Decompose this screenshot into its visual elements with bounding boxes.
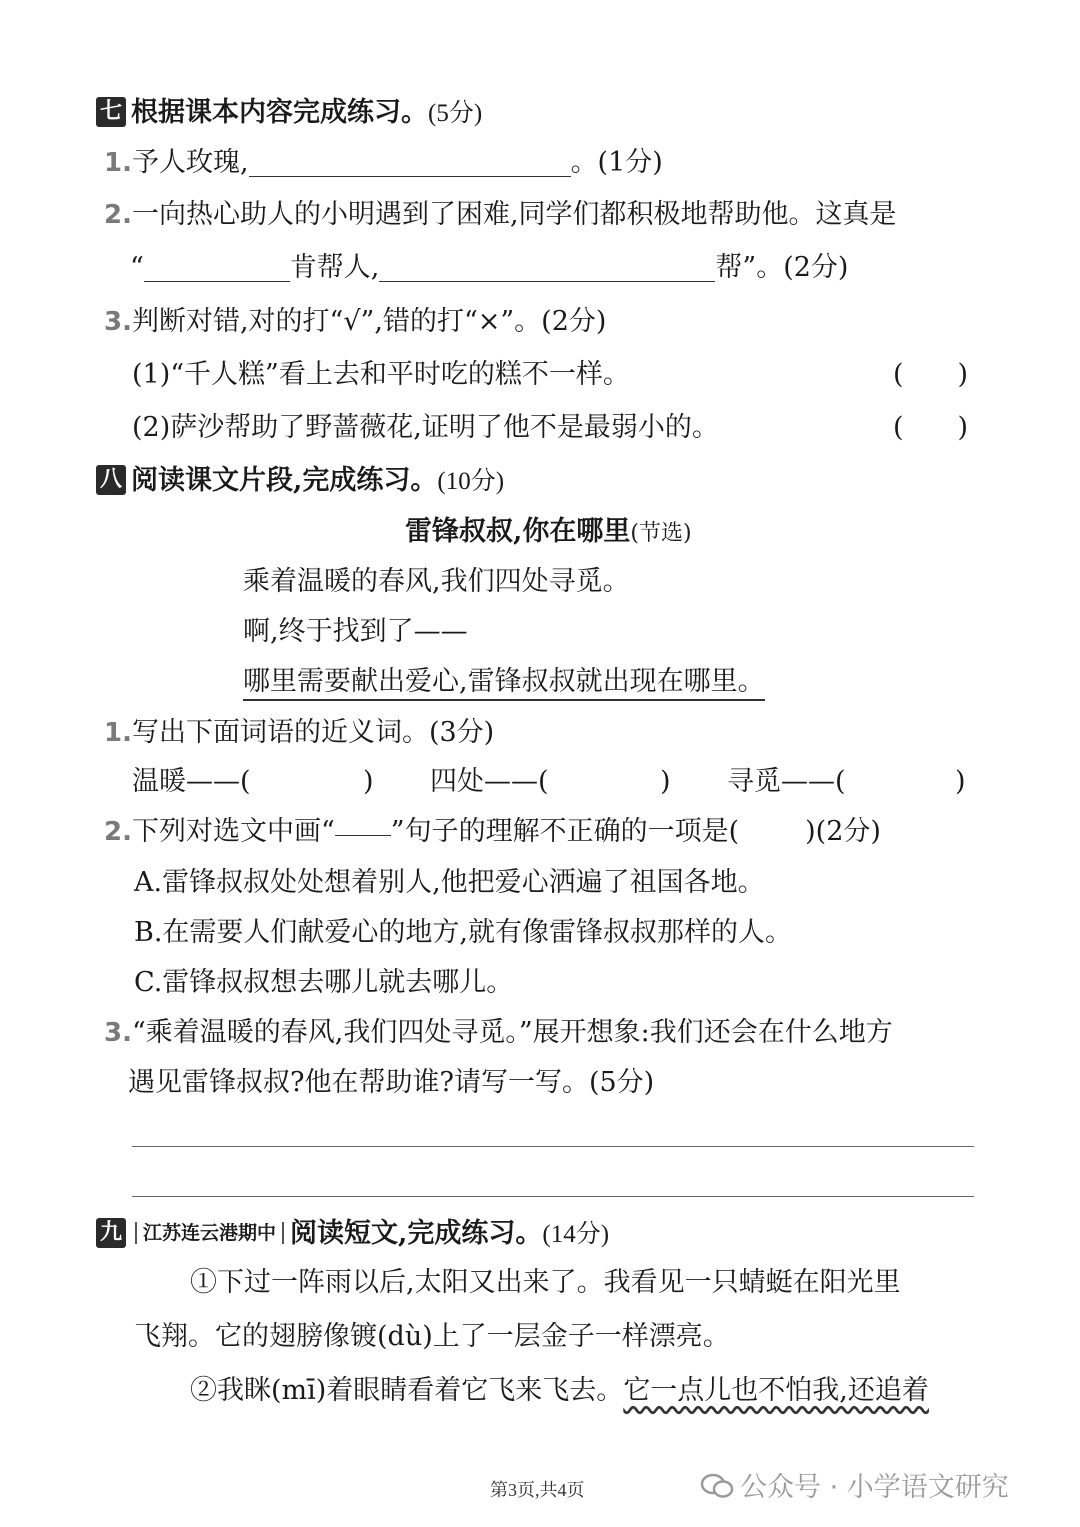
section-title: 阅读课文片段,完成练习。	[131, 465, 438, 496]
question-text-line2: 遇见雷锋叔叔?他在帮助谁?请写一写。(5分)	[128, 1067, 655, 1098]
question-7-2-line2	[130, 251, 848, 285]
question-8-1	[104, 716, 494, 750]
article-text: ②我眯(mī)着眼睛看着它飞来飞去。	[190, 1375, 624, 1406]
question-7-1	[104, 146, 663, 180]
question-number: 3.	[104, 1018, 132, 1048]
judge-answer-paren-2[interactable]: ( )	[893, 412, 969, 443]
question-tail: 。(1分)	[570, 147, 663, 178]
question-text: 下列对选文中画“	[131, 816, 335, 847]
question-8-2	[104, 815, 881, 849]
question-text: “乘着温暖的春风,我们四处寻觅。”展开想象:我们还会在什么地方	[131, 1017, 893, 1048]
synonym-word-1: 温暖——(	[132, 766, 251, 797]
option-c[interactable]: C.雷锋叔叔想去哪儿就去哪儿。	[134, 967, 514, 998]
option-b[interactable]: B.在需要人们献爱心的地方,就有像雷锋叔叔那样的人。	[134, 917, 793, 948]
wechat-icon	[700, 1472, 734, 1500]
synonym-close-1: )	[363, 766, 374, 797]
question-number: 1.	[104, 718, 132, 748]
article-p1-line2: 飞翔。它的翅膀像镀(dù)上了一层金子一样漂亮。	[134, 1321, 730, 1352]
section-9-heading	[96, 1216, 609, 1252]
source-tag: 江苏连云港期中	[135, 1222, 284, 1244]
answer-blank[interactable]	[249, 148, 571, 177]
section-8-heading	[96, 464, 504, 499]
passage-title-text: 雷锋叔叔,你在哪里	[405, 516, 631, 547]
question-number: 3.	[104, 307, 132, 337]
section-title: 阅读短文,完成练习。	[290, 1218, 543, 1249]
section-number: 九	[96, 1218, 126, 1248]
question-text: 一向热心助人的小明遇到了困难,同学们都积极地帮助他。这真是	[131, 199, 897, 230]
synonym-word-2: 四处——(	[430, 766, 549, 797]
question-text: 写出下面词语的近义词。(3分)	[131, 717, 495, 748]
section-title: 根据课本内容完成练习。	[131, 97, 428, 128]
section-number: 八	[96, 465, 126, 495]
underline-sample	[335, 817, 391, 836]
passage-line-2: 啊,终于找到了——	[243, 616, 468, 647]
wavy-underlined-text: 它一点儿也不怕我,还追着	[623, 1375, 929, 1406]
answer-line-2[interactable]	[132, 1196, 974, 1197]
passage-note: (节选)	[630, 521, 692, 546]
question-number: 2.	[104, 817, 132, 847]
question-number: 1.	[104, 148, 132, 178]
answer-line-1[interactable]	[132, 1146, 974, 1147]
synonym-close-3: )	[955, 766, 966, 797]
question-text: ”句子的理解不正确的一项是(	[390, 816, 740, 847]
open-quote: “	[130, 252, 144, 283]
underlined-sentence: 哪里需要献出爱心,雷锋叔叔就出现在哪里。	[243, 666, 765, 701]
watermark	[700, 1465, 1009, 1504]
answer-blank[interactable]	[144, 253, 290, 282]
judge-answer-paren-1[interactable]: ( )	[893, 359, 969, 390]
synonym-close-2: )	[660, 766, 671, 797]
question-score: )(2分)	[805, 816, 881, 847]
question-7-2-line1	[104, 198, 897, 232]
section-score: (5分)	[428, 100, 483, 127]
question-text: 判断对错,对的打“√”,错的打“×”。(2分)	[131, 306, 607, 337]
passage-line-3	[243, 665, 765, 699]
judge-item-2: (2)萨沙帮助了野蔷薇花,证明了他不是最弱小的。	[132, 412, 719, 443]
question-text: 予人玫瑰,	[131, 147, 249, 178]
question-8-3-line1	[104, 1016, 893, 1050]
passage-line-1: 乘着温暖的春风,我们四处寻觅。	[243, 566, 630, 597]
section-7-heading	[96, 96, 482, 131]
question-text: 肯帮人,	[289, 252, 380, 283]
article-p1-line1: ①下过一阵雨以后,太阳又出来了。我看见一只蜻蜓在阳光里	[190, 1267, 901, 1298]
page-number: 第3页,共4页	[490, 1480, 585, 1500]
question-tail: 帮”。(2分)	[715, 252, 849, 283]
section-score: (10分)	[437, 468, 505, 495]
answer-blank[interactable]	[379, 253, 715, 282]
option-a[interactable]: A.雷锋叔叔处处想着别人,他把爱心洒遍了祖国各地。	[134, 867, 765, 898]
section-score: (14分)	[542, 1221, 610, 1248]
section-number: 七	[96, 97, 126, 127]
watermark-text: 公众号 · 小学语文研究	[740, 1472, 1009, 1503]
synonym-word-3: 寻觅——(	[727, 766, 846, 797]
judge-item-1: (1)“千人糕”看上去和平时吃的糕不一样。	[132, 359, 630, 390]
passage-title	[405, 515, 692, 551]
question-number: 2.	[104, 200, 132, 230]
question-7-3	[104, 305, 606, 339]
article-p2-line1	[190, 1374, 929, 1408]
